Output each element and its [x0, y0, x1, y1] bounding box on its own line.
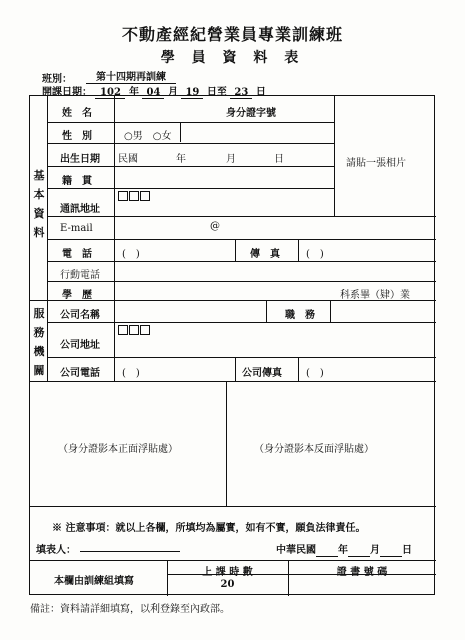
- zip-box[interactable]: [118, 325, 128, 335]
- form-subtitle: 學 員 資 料 表: [160, 50, 305, 66]
- zip-box[interactable]: [129, 325, 139, 335]
- education-suffix: 科系畢（肄）業: [340, 290, 410, 301]
- notice-date: [276, 541, 412, 557]
- class-label: 班別：: [42, 74, 72, 85]
- company-fax-value[interactable]: ( ): [306, 368, 324, 379]
- company-fax-label: 公司傳真: [242, 368, 282, 379]
- date-year: 102: [95, 87, 125, 99]
- date-start: 19: [181, 87, 203, 99]
- email-label: E-mail: [60, 223, 93, 234]
- birth-month: 月: [226, 154, 236, 165]
- fax-value[interactable]: ( ): [306, 249, 324, 260]
- id-copy-divider: [226, 381, 227, 506]
- hours-label: 上 課 時 數: [202, 567, 253, 578]
- native-label: 籍 貫: [62, 176, 92, 187]
- filler-label: 填表人：: [36, 545, 76, 556]
- row-line: [47, 188, 334, 189]
- education-label: 學 歷: [62, 290, 92, 301]
- date-mid: 日至: [206, 87, 227, 98]
- notice-month: 月: [370, 545, 380, 556]
- id-number-label: 身分證字號: [226, 108, 276, 119]
- date-label-text: 開課日期：: [42, 87, 92, 98]
- office-use-label: 本欄由訓練組填寫: [54, 576, 134, 587]
- photo-divider: [334, 96, 335, 216]
- zip-box[interactable]: [118, 191, 128, 201]
- row-line: [30, 506, 436, 507]
- birth-era: 民國: [118, 154, 138, 165]
- date-month-unit: 月: [167, 87, 178, 98]
- footnote: 備註：資料請詳細填寫，以利登錄至內政部。: [30, 604, 230, 615]
- gender-label: 性 別: [62, 131, 92, 142]
- row-line: [47, 322, 436, 323]
- company-name-label: 公司名稱: [60, 310, 100, 321]
- zip-box[interactable]: [140, 191, 150, 201]
- class-value: 第十四期再訓練: [86, 68, 176, 84]
- position-sep: [266, 300, 267, 322]
- row-line: [47, 357, 436, 358]
- filler-line: [80, 551, 180, 552]
- notice-day: 日: [402, 545, 412, 556]
- phone-value[interactable]: ( ): [122, 249, 140, 260]
- row-line: [47, 281, 436, 282]
- zip-box[interactable]: [129, 191, 139, 201]
- row-line: [47, 216, 436, 217]
- row-line: [30, 381, 436, 382]
- notice-date-era: 中華民國: [276, 545, 316, 556]
- id-box-sep: [180, 122, 181, 142]
- notice-text: ※ 注意事項：就以上各欄，所填均為屬實，如有不實，願負法律責任。: [52, 523, 366, 534]
- section-service: 服 務 機 關: [33, 307, 45, 377]
- row-line: [47, 261, 436, 262]
- id-front-area: （身分證影本正面浮貼處）: [58, 444, 178, 455]
- row-line: [47, 122, 334, 123]
- row-line: [47, 166, 334, 167]
- cert-label: 證 書 號 碼: [336, 567, 388, 578]
- name-label: 姓 名: [62, 108, 92, 119]
- row-line: [30, 560, 436, 561]
- row-line: [47, 143, 334, 144]
- date-year-unit: 年: [128, 87, 139, 98]
- address-zip-boxes[interactable]: [118, 190, 151, 201]
- fax-label: 傳 真: [250, 249, 280, 260]
- notice-year: 年: [338, 545, 348, 556]
- photo-placeholder: 請貼一張相片: [346, 158, 406, 169]
- date-month: 04: [142, 87, 164, 99]
- form-title: 不動產經紀營業員專業訓練班: [121, 25, 343, 44]
- email-at: @: [210, 221, 220, 232]
- position-label: 職 務: [285, 310, 315, 321]
- mobile-label: 行動電話: [60, 270, 100, 281]
- row-line: [47, 239, 436, 240]
- comp-phone-sep: [235, 357, 236, 381]
- hours-value: 20: [220, 579, 235, 590]
- fax-sep: [298, 239, 299, 261]
- company-zip-boxes[interactable]: [118, 324, 151, 335]
- company-phone-label: 公司電話: [60, 368, 100, 379]
- birth-year: 年: [176, 154, 186, 165]
- section-basic: 基 本 資 料: [33, 169, 45, 239]
- gender-options[interactable]: ○男 ○女: [124, 131, 172, 142]
- phone-label: 電 話: [62, 249, 92, 260]
- birth-label: 出生日期: [60, 154, 100, 165]
- address-label: 通訊地址: [60, 204, 100, 215]
- comp-fax-sep: [298, 357, 299, 381]
- phone-sep: [235, 239, 236, 261]
- id-back-area: （身分證影本反面浮貼處）: [254, 444, 374, 455]
- zip-box[interactable]: [140, 325, 150, 335]
- company-address-label: 公司地址: [60, 340, 100, 351]
- date-end-unit: 日: [255, 87, 266, 98]
- position-sep-2: [330, 300, 331, 322]
- company-phone-value[interactable]: ( ): [122, 368, 140, 379]
- date-end: 23: [230, 87, 252, 99]
- birth-day: 日: [274, 154, 284, 165]
- form-frame: [29, 95, 435, 595]
